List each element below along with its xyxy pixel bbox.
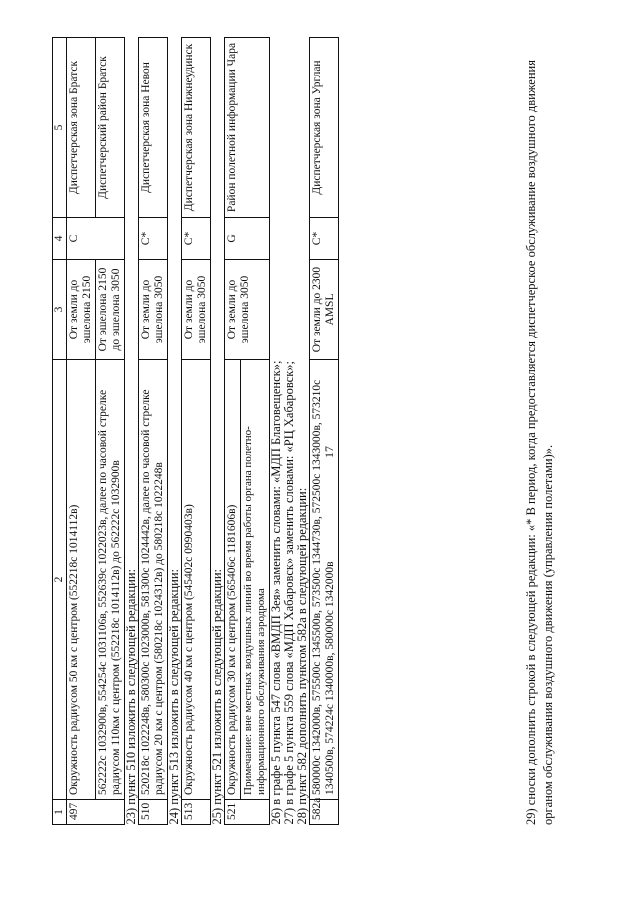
- zone-class: С*: [139, 218, 168, 260]
- amendment-text: 26) в графе 5 пункта 547 слова «ВМДП Зея» заменить словами: «МДП Благовещенск»;: [269, 360, 283, 825]
- zone-name: Диспетчерская зона Нижнеудинск: [182, 38, 211, 218]
- zone-boundary: Окружность радиусом 40 км с центром (545402с 0990403в): [182, 360, 211, 800]
- amendment-text: 27) в графе 5 пункта 559 слова «МДП Хабаровск» заменить словами: «РЦ Хабаровск»;: [282, 360, 296, 825]
- zone-note: Примечание: вне местных воздушных линий во время работы органа полетно-информационного обслуживания аэродрома: [241, 360, 270, 800]
- header-cell: 3: [53, 260, 67, 360]
- zone-limits: От земли до 2300 AMSL: [310, 260, 339, 360]
- zone-name: Диспетчерская зона Невон: [139, 38, 168, 218]
- zone-class: С: [67, 218, 125, 260]
- row-number: 513: [182, 800, 211, 825]
- row-number: 521: [225, 800, 270, 825]
- amendment-item: [125, 38, 139, 825]
- airspace-table: [52, 37, 339, 825]
- row-number: 582а: [310, 800, 339, 825]
- zone-boundary: Окружность радиусом 50 км с центром (552218с 1014112в): [67, 360, 96, 800]
- table-row: [310, 38, 339, 825]
- zone-class: С*: [182, 218, 211, 260]
- amendment-text: 23) пункт 510 изложить в следующей редакции:: [124, 569, 138, 825]
- amendment-text: 25) пункт 521 изложить в следующей редакции:: [210, 569, 224, 825]
- zone-limits: От земли до эшелона 3050: [182, 260, 211, 360]
- header-cell: 2: [53, 360, 67, 800]
- zone-boundary: Окружность радиусом 30 км с центром (565406с 1181606в): [225, 360, 241, 800]
- table-header-row: [53, 38, 67, 825]
- zone-class: С*: [310, 218, 339, 260]
- zone-name: Район полетной информации Чара: [225, 38, 270, 218]
- zone-boundary: 520218с 1022248в, 580300с 1023000в, 581300с 1024442в, далее по часовой стрелке радиусом 20 км с центром (580218с 1024312в) до 580218с 1022248в: [139, 360, 168, 800]
- zone-limits: От земли до эшелона 2150: [67, 260, 96, 360]
- amendment-item: [168, 38, 182, 825]
- zone-class: G: [225, 218, 270, 260]
- header-cell: 4: [53, 218, 67, 260]
- row-number: 497: [67, 800, 125, 825]
- table-row: [182, 38, 211, 825]
- row-number: 510: [139, 800, 168, 825]
- zone-limits: От земли до эшелона 3050: [225, 260, 270, 360]
- table-row: [67, 38, 96, 825]
- zone-limits: От эшелона 2150 до эшелона 3050: [96, 260, 125, 360]
- zone-name: Диспетчерская зона Братск: [67, 38, 96, 218]
- amendment-text: 29) сноски дополнить строкой в следующей редакции: «* В период, когда предоставляется диспетчерское обслуживание воздушного движения органом обслуживания воздушного движения (управления полетами)».: [524, 60, 555, 825]
- amendment-item: [211, 38, 225, 825]
- table-row: [139, 38, 168, 825]
- table-row: [96, 38, 125, 825]
- zone-boundary: 562222с 1032900в, 554254с 1031106в, 552639с 1022023в, далее по часовой стрелке радиусом 110км с центром (552218с 1014112в) до 562222с 1032900в: [96, 360, 125, 800]
- zone-boundary: 580000с 1342000в, 575500с 1345500в, 573500с 1344730в, 572500с 1343000в, 573210с 1340500в, 574224с 1340000в, 580000с 1342000в: [310, 360, 339, 800]
- header-cell: 5: [53, 38, 67, 218]
- table-row: [225, 38, 241, 825]
- amendment-text: 28) пункт 582 дополнить пунктом 582а в следующей редакции:: [295, 487, 309, 825]
- zone-limits: От земли до эшелона 3050: [139, 260, 168, 360]
- footnote-amendment: [523, 35, 557, 825]
- amendment-item: [270, 38, 284, 825]
- amendment-item: [296, 38, 310, 825]
- zone-name: Диспетчерская зона Урглан: [310, 38, 339, 218]
- zone-name: Диспетчерский район Братск: [96, 38, 125, 218]
- page-number: 17: [322, 446, 336, 458]
- amendment-text: 24) пункт 513 изложить в следующей редакции:: [167, 569, 181, 825]
- header-cell: 1: [53, 800, 67, 825]
